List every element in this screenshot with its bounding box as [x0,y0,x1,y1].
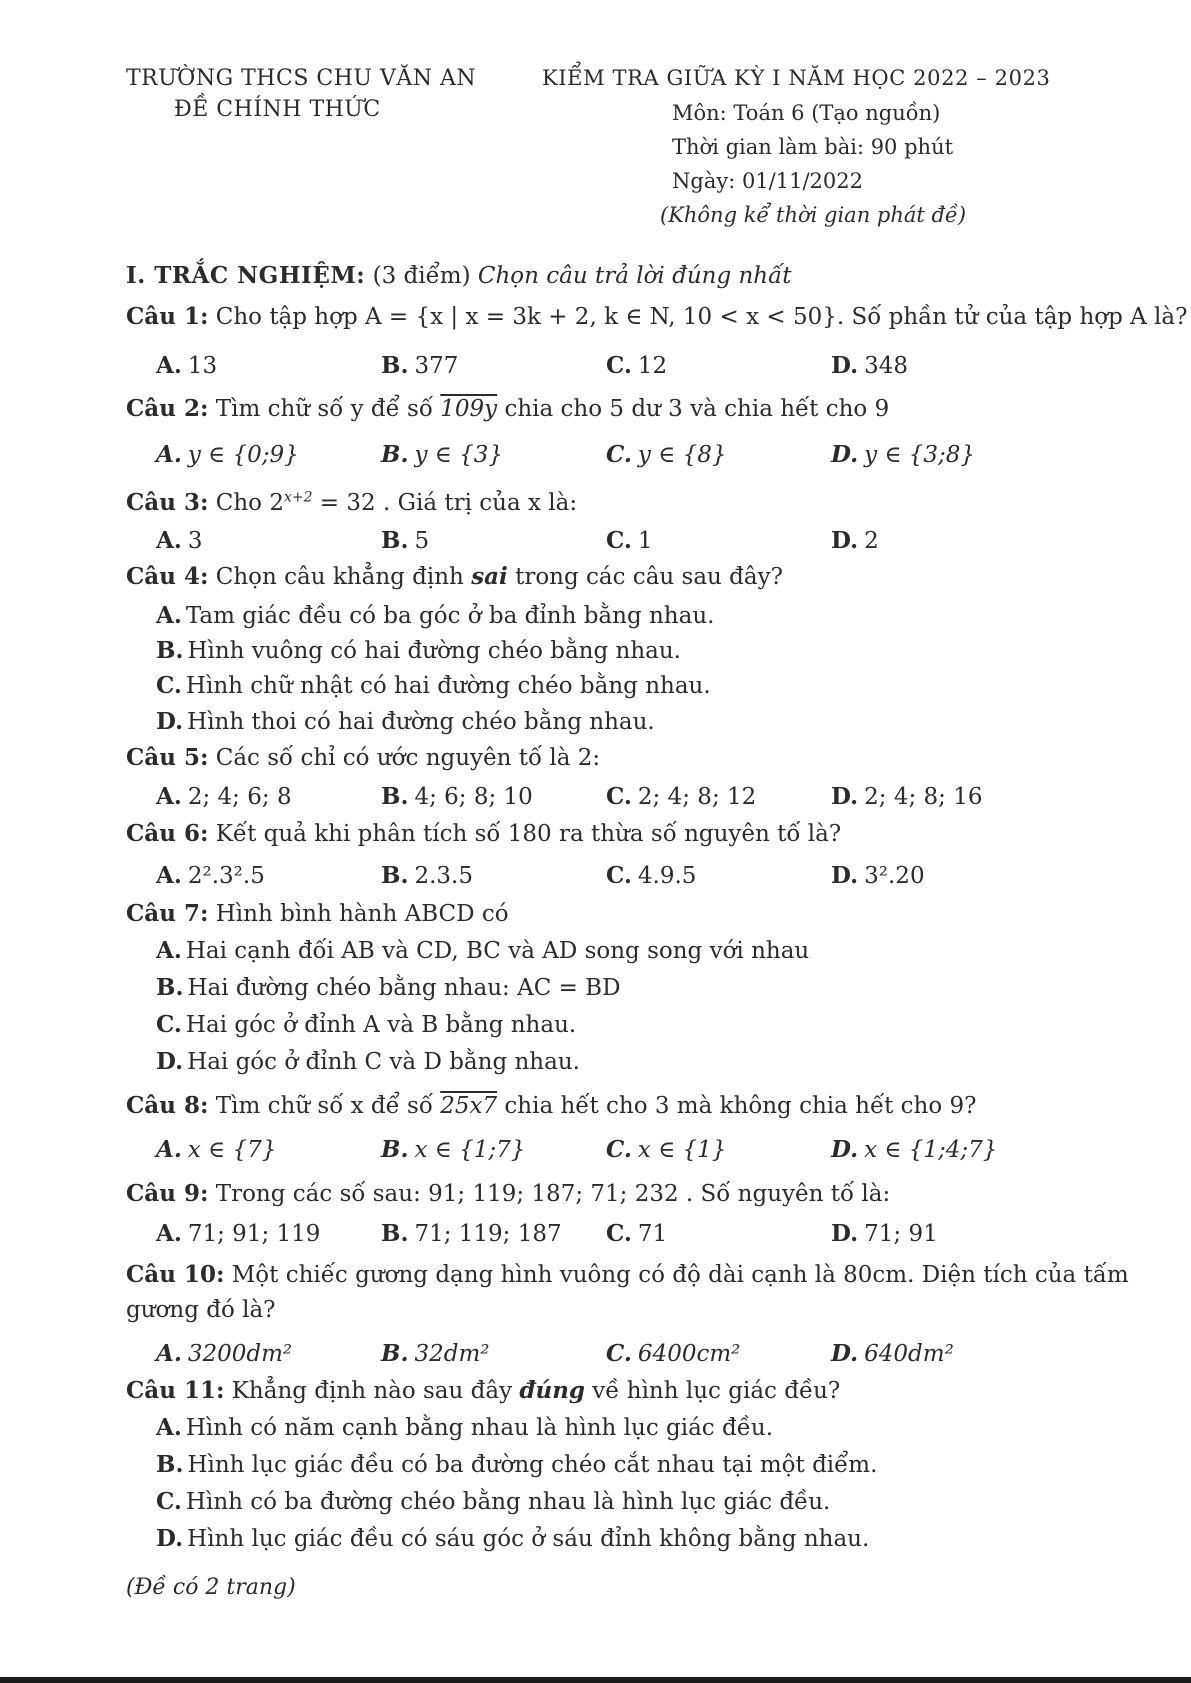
question-text-b: chia hết cho 3 mà không chia hết cho 9? [497,1093,977,1119]
option-key: A. [156,1340,182,1367]
time-note: (Không kể thời gian phát đề) [660,203,967,227]
official-label: ĐỀ CHÍNH THỨC [174,97,381,122]
exam-date: Ngày: 01/11/2022 [672,169,863,193]
option-value: Tam giác đều có ba góc ở ba đỉnh bằng nhau. [185,603,715,629]
option-value: 71; 91; 119 [187,1221,321,1247]
exponent: x+2 [283,489,313,506]
question-text-b: chia cho 5 dư 3 và chia hết cho 9 [497,396,890,422]
option-4a [156,602,714,629]
emphasis: đúng [519,1377,585,1404]
option-value: Hình chữ nhật có hai đường chéo bằng nhau. [185,673,711,699]
option-value: Hình thoi có hai đường chéo bằng nhau. [187,709,655,735]
question-text: Trong các số sau: 91; 119; 187; 71; 232 . Số nguyên tố là: [215,1181,891,1207]
option-key: B. [381,1136,409,1163]
option-value: 348 [864,353,909,379]
option-value: 640dm² [864,1341,954,1367]
school-header [126,66,476,122]
option-value: Hình có năm cạnh bằng nhau là hình lục giác đều. [185,1415,773,1441]
question-label: Câu 4: [126,563,209,590]
school-name: TRƯỜNG THCS CHU VĂN AN [126,66,477,91]
exam-title: KIỂM TRA GIỮA KỲ I NĂM HỌC 2022 – 2023 [542,66,1051,90]
option-7c [156,1011,576,1038]
option-key: A. [156,1136,182,1163]
question-5 [126,744,600,771]
question-text-a: Tìm chữ số x để số [215,1093,441,1119]
option-value: 6400cm² [637,1341,741,1367]
option-key: A. [156,352,182,379]
question-text-b: = 32 . Giá trị của x là: [312,490,578,516]
option-key: D. [831,441,859,468]
question-8 [126,1092,977,1119]
option-value: Hình có ba đường chéo bằng nhau là hình lục giác đều. [185,1489,831,1515]
number-overline: 25x7 [440,1093,498,1119]
option-key: C. [606,1340,632,1367]
option-key: B. [381,441,409,468]
option-4b [156,637,681,664]
option-value: 2.3.5 [414,863,473,889]
question-11 [126,1377,840,1404]
option-key: D. [831,1340,859,1367]
question-2 [126,395,889,422]
option-value: y ∈ {0;9} [187,442,299,468]
exam-header [542,66,1051,232]
option-key: C. [606,862,632,889]
option-value: 1 [637,528,653,554]
option-key: C. [606,783,632,810]
question-4 [126,563,783,590]
option-key: B. [381,1340,409,1367]
option-value: 4; 6; 8; 10 [414,784,533,810]
option-key: A. [156,1220,182,1247]
option-value: 3².20 [864,863,925,889]
option-value: Hình vuông có hai đường chéo bằng nhau. [187,638,681,664]
scan-edge-line [0,1677,1191,1683]
subject: Môn: Toán 6 (Tạo nguồn) [672,101,941,125]
option-value: x ∈ {7} [187,1137,277,1163]
question-7 [126,900,509,927]
option-value: 71; 119; 187 [414,1221,562,1247]
option-value: 2; 4; 8; 16 [864,784,983,810]
option-value: 377 [414,353,459,379]
option-key: C. [606,1220,632,1247]
option-value: 12 [637,353,668,379]
option-key: D. [156,1525,184,1552]
option-key: C. [606,441,632,468]
option-key: D. [831,1220,859,1247]
question-label: Câu 7: [126,900,209,927]
option-key: C. [606,1136,632,1163]
number-overline: 109y [440,396,498,422]
question-text: Hình bình hành ABCD có [215,901,509,927]
question-6 [126,820,841,847]
question-text: Cho tập hợp A = {x | x = 3k + 2, k ∈ N, 10 < x < 50}. Số phần tử của tập hợp A là? [215,304,1188,330]
option-key: C. [156,1011,182,1038]
option-value: 2; 4; 6; 8 [187,784,292,810]
question-label: Câu 6: [126,820,209,847]
option-key: C. [606,527,632,554]
option-value: 71 [637,1221,668,1247]
page-count-note: (Đề có 2 trang) [126,1575,296,1600]
option-key: B. [381,783,409,810]
option-7b [156,974,621,1001]
section-heading [126,262,791,289]
option-value: 2; 4; 8; 12 [637,784,757,810]
option-value: Hai đường chéo bằng nhau: AC = BD [187,975,621,1001]
question-text-b: trong các câu sau đây? [507,564,783,590]
option-11a [156,1414,773,1441]
option-key: A. [156,441,182,468]
section-instruction: Chọn câu trả lời đúng nhất [477,263,792,289]
question-text: Một chiếc gương dạng hình vuông có độ dài cạnh là 80cm. Diện tích của tấm [231,1262,1129,1288]
option-key: A. [156,1414,182,1441]
section-title: I. TRẮC NGHIỆM: [126,262,366,289]
question-10-cont: gương đó là? [126,1297,276,1323]
question-label: Câu 8: [126,1092,209,1119]
option-key: D. [156,1048,184,1075]
option-7a [156,937,809,964]
question-1 [126,303,1187,330]
question-3 [126,489,577,516]
question-10 [126,1261,1129,1288]
emphasis: sai [471,563,508,590]
option-key: D. [831,1136,859,1163]
option-value: Hai cạnh đối AB và CD, BC và AD song song với nhau [185,938,810,964]
option-key: A. [156,937,182,964]
option-4c [156,672,711,699]
option-value: 4.9.5 [637,863,697,889]
option-11c [156,1488,830,1515]
option-key: A. [156,602,182,629]
option-value: 32dm² [414,1341,490,1367]
option-key: B. [156,637,184,664]
option-key: B. [381,1220,409,1247]
option-key: D. [831,527,859,554]
option-value: Hai góc ở đỉnh A và B bằng nhau. [185,1012,577,1038]
question-label: Câu 9: [126,1180,209,1207]
question-text-a: Tìm chữ số y để số [215,396,441,422]
option-value: y ∈ {3;8} [864,442,976,468]
option-key: B. [381,862,409,889]
option-key: C. [606,352,632,379]
option-key: A. [156,783,182,810]
option-key: A. [156,527,182,554]
option-value: 3200dm² [187,1341,293,1367]
option-key: C. [156,1488,182,1515]
option-value: x ∈ {1} [637,1137,727,1163]
option-key: B. [156,1451,184,1478]
option-value: y ∈ {3} [414,442,503,468]
duration: Thời gian làm bài: 90 phút [672,135,954,159]
section-points: (3 điểm) [372,263,471,289]
question-text-a: Chọn câu khẳng định [215,564,472,590]
question-text: Các số chỉ có ước nguyên tố là 2: [215,745,601,771]
question-label: Câu 3: [126,489,209,516]
option-11d [156,1525,869,1552]
option-value: Hai góc ở đỉnh C và D bằng nhau. [187,1049,580,1075]
question-9 [126,1180,890,1207]
option-value: y ∈ {8} [637,442,727,468]
option-key: A. [156,862,182,889]
option-value: Hình lục giác đều có ba đường chéo cắt nhau tại một điểm. [187,1452,878,1478]
option-key: D. [831,783,859,810]
question-label: Câu 10: [126,1261,225,1288]
question-label: Câu 2: [126,395,209,422]
option-key: D. [156,708,184,735]
option-7d [156,1048,580,1075]
question-label: Câu 5: [126,744,209,771]
question-text-a: Khẳng định nào sau đây [231,1378,520,1404]
option-11b [156,1451,877,1478]
option-key: B. [381,352,409,379]
option-value: x ∈ {1;7} [414,1137,526,1163]
option-value: 71; 91 [864,1221,938,1247]
option-value: 13 [187,353,218,379]
option-value: Hình lục giác đều có sáu góc ở sáu đỉnh không bằng nhau. [187,1526,870,1552]
option-key: D. [831,862,859,889]
question-text-b: về hình lục giác đều? [585,1378,841,1404]
option-key: B. [381,527,409,554]
option-value: 3 [187,528,203,554]
question-text: Kết quả khi phân tích số 180 ra thừa số nguyên tố là? [215,821,842,847]
question-label: Câu 11: [126,1377,225,1404]
question-label: Câu 1: [126,303,209,330]
option-key: D. [831,352,859,379]
option-value: 2².3².5 [187,863,265,889]
option-key: B. [156,974,184,1001]
option-value: x ∈ {1;4;7} [864,1137,998,1163]
question-text-a: Cho 2 [215,490,284,516]
option-value: 5 [414,528,430,554]
option-value: 2 [864,528,879,554]
option-key: C. [156,672,182,699]
option-4d [156,708,655,735]
